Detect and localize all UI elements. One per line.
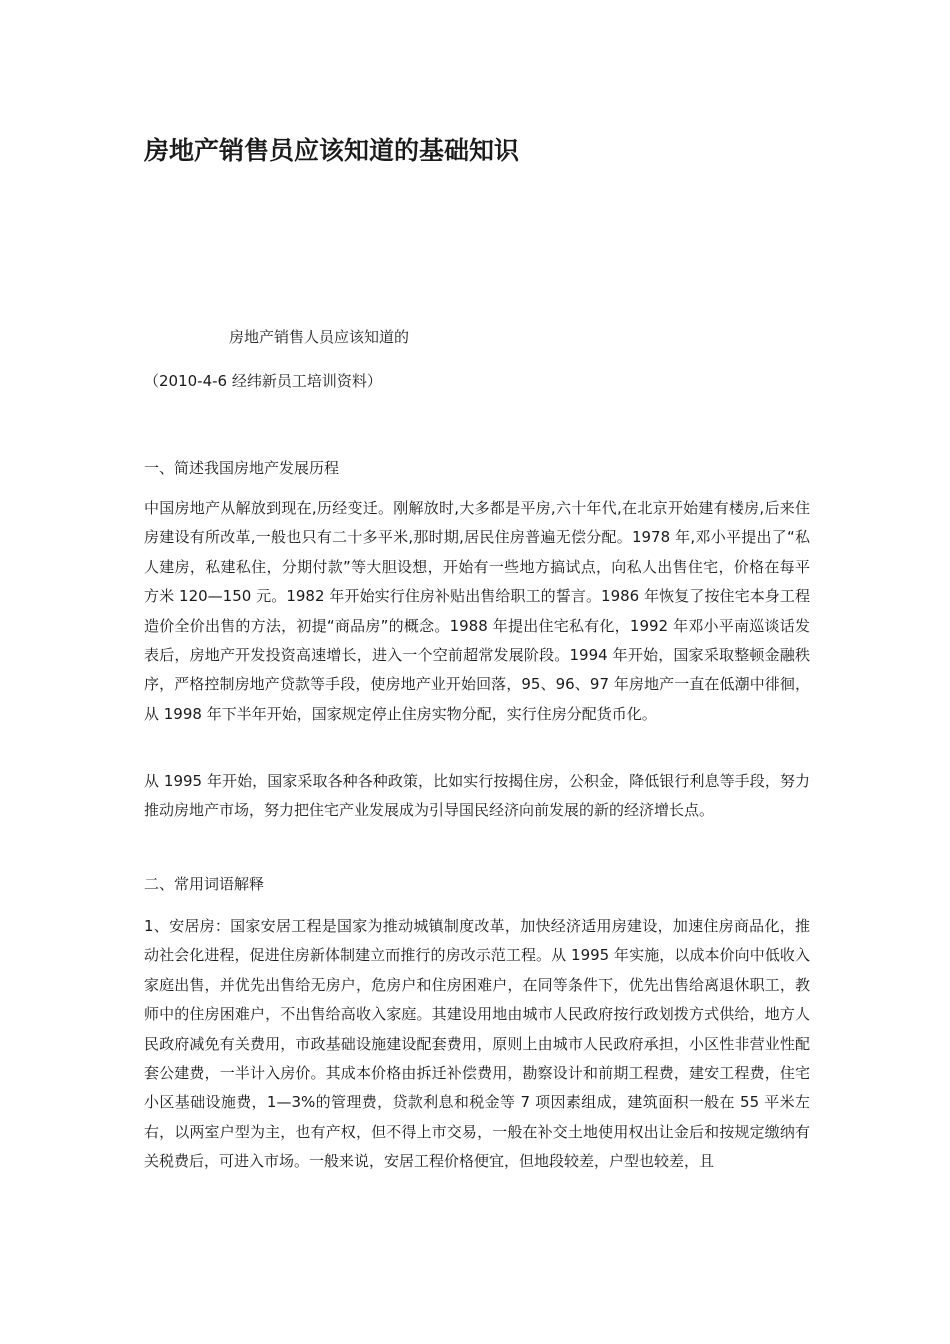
section-heading-terms: 二、常用词语解释 (144, 875, 265, 893)
document-title: 房地产销售员应该知道的基础知识 (144, 136, 520, 165)
paragraph-policy: 从 1995 年开始，国家采取各种各种政策，比如实行按揭住房，公积金，降低银行利息等手段，努力推动房地产市场，努力把住宅产业发展成为引导国民经济向前发展的新的经济增长点。 (144, 772, 810, 820)
paragraph-anju-housing: 1、安居房：国家安居工程是国家为推动城镇制度改革，加快经济适用房建设，加速住房商品化，推动社会化进程，促进住房新体制建立而推行的房改示范工程。从 1995 年实施，以成本价向中低收入家庭出售，并优先出售给无房户，危房户和住房困难户，在同等条件下，优先出售给离退休职工，教师中的住房困难户，不出售给高收入家庭。其建设用地由城市人民政府按行政划拨方式供给，地方人民政府减免有关费用，市政基础设施建设配套费用，原则上由城市人民政府承担，小区性非营业性配套公建费，一半计入房价。其成本价格由拆迁补偿费用，勘察设计和前期工程费，建安工程费，住宅小区基础设施费，1—3%的管理费，贷款利息和税金等 7 项因素组成，建筑面积一般在 55 平米左右，以两室户型为主，也有产权，但不得上市交易，一般在补交土地使用权出让金后和按规定缴纳有关税费后，可进入市场。一般来说，安居工程价格便宜，但地段较差，户型也较差，且 (144, 917, 810, 1171)
paragraph-history: 中国房地产从解放到现在,历经变迁。刚解放时,大多都是平房,六十年代,在北京开始建有楼房,后来住房建设有所改革,一般也只有二十多平米,那时期,居民住房普遍无偿分配。1978 年,邓小平提出了“私人建房，私建私住，分期付款”等大胆设想，开始有一些地方搞试点，向私人出售住宅，价格在每平方米 120—150 元。1982 年开始实行住房补贴出售给职工的誓言。1986 年恢复了按住宅本身工程造价全价出售的方法，初提“商品房”的概念。1988 年提出住宅私有化，1992 年邓小平南巡谈话发表后，房地产开发投资高速增长，进入一个空前超常发展阶段。1994 年开始，国家采取整顿金融秩序，严格控制房地产贷款等手段，使房地产业开始回落，95、96、97 年房地产一直在低潮中徘徊，从 1998 年下半年开始，国家规定停止住房实物分配，实行住房分配货币化。 (144, 499, 810, 723)
document-subtitle: 房地产销售人员应该知道的 (229, 328, 410, 346)
document-source-note: （2010-4-6 经纬新员工培训资料） (144, 372, 382, 390)
section-heading-history: 一、简述我国房地产发展历程 (144, 459, 340, 477)
